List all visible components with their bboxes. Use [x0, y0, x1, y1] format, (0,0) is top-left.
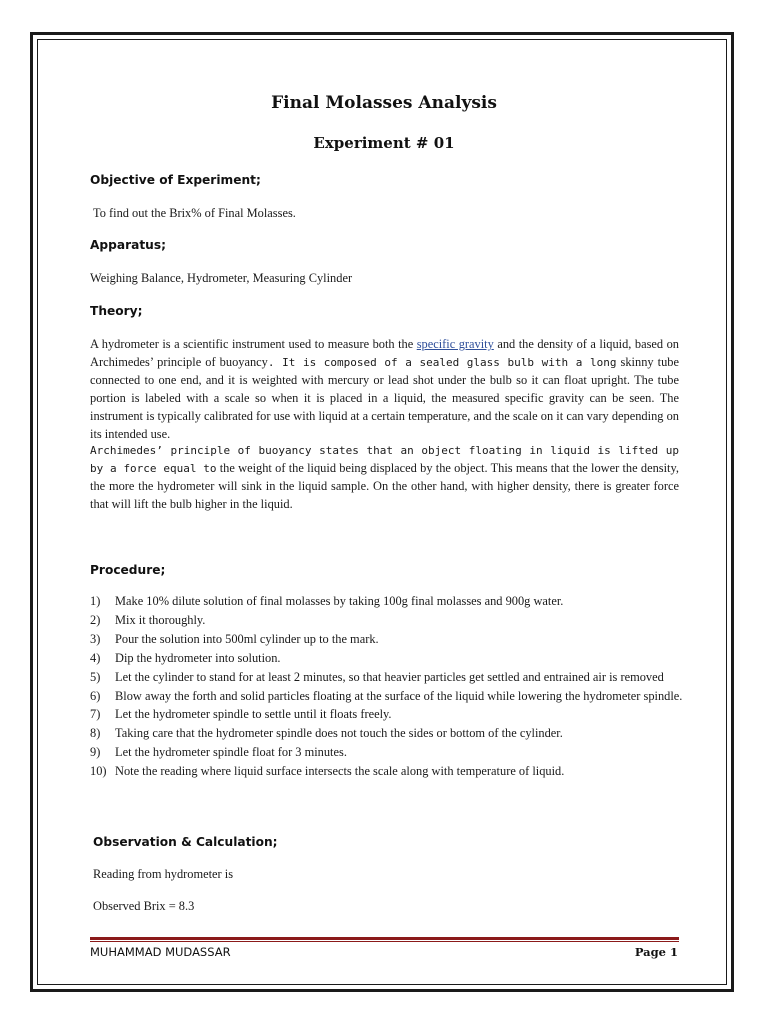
step-text: Dip the hydrometer into solution. — [115, 650, 281, 665]
footer-author: MUHAMMAD MUDASSAR — [90, 945, 231, 959]
step-text: Note the reading where liquid surface intersects the scale along with temperature of liquid. — [115, 764, 565, 779]
theory-p1-text-c: . It is composed of a sealed glass bulb with a long — [267, 355, 617, 369]
theory-heading: Theory; — [90, 304, 143, 318]
step-number: 5) — [90, 669, 101, 684]
objective-text: To find out the Brix% of Final Molasses. — [93, 206, 296, 220]
procedure-heading: Procedure; — [90, 563, 166, 577]
step-text: Mix it thoroughly. — [115, 612, 206, 627]
theory-paragraph-1 — [90, 336, 679, 443]
theory-p1-text-d: skinny tube connected to one end, and it is weighted with mercury or lead shot under the bulb so it can float upright. The tube portion is labeled with a scale so when it is placed in a liquid, the measured specific gravity can be seen. The instrument is typically calibrated for use with liquid at a certain temperature, and the scale on it can vary depending on its intended use. — [90, 354, 679, 441]
step-text: Make 10% dilute solution of final molasses by taking 100g final molasses and 900g water. — [115, 594, 564, 608]
step-text: Blow away the forth and solid particles floating at the surface of the liquid while lowering the hydrometer spindle. — [115, 688, 683, 703]
observed-brix: Observed Brix = 8.3 — [93, 899, 195, 913]
footer-rule-thick — [90, 937, 679, 940]
step-number: 3) — [90, 631, 101, 646]
step-number: 1) — [90, 594, 101, 608]
procedure-step — [90, 687, 690, 706]
step-number: 10) — [90, 764, 107, 779]
procedure-step — [90, 592, 690, 611]
theory-p2-text-b: the weight of the liquid being displaced by the object. This means that the lower the density, the more the hydrometer will sink in the liquid sample. On the other hand, with higher density, there is greater force that will lift the bulb higher in the liquid. — [90, 460, 679, 511]
apparatus-heading: Apparatus; — [90, 238, 166, 252]
step-text: Pour the solution into 500ml cylinder up to the mark. — [115, 631, 379, 646]
step-text: Let the hydrometer spindle to settle until it floats freely. — [115, 707, 392, 722]
procedure-step — [90, 762, 690, 781]
objective-heading: Objective of Experiment; — [90, 173, 261, 187]
procedure-step — [90, 743, 690, 762]
specific-gravity-link[interactable]: specific gravity — [416, 337, 494, 351]
step-text: Let the hydrometer spindle float for 3 minutes. — [115, 745, 347, 760]
observation-heading: Observation & Calculation; — [93, 835, 278, 849]
step-number: 4) — [90, 650, 101, 665]
step-number: 9) — [90, 745, 101, 760]
procedure-step — [90, 649, 690, 668]
theory-p1-text-b: and the density of a liquid, based on Archimedes’ principle of buoyancy — [90, 337, 679, 369]
procedure-step — [90, 724, 690, 743]
procedure-step — [90, 630, 690, 649]
theory-p1-text-a: A hydrometer is a scientific instrument used to measure both the — [90, 337, 417, 351]
procedure-step — [90, 611, 690, 630]
procedure-list — [90, 592, 690, 781]
procedure-step — [90, 668, 690, 687]
step-number: 2) — [90, 612, 101, 627]
step-text: Taking care that the hydrometer spindle does not touch the sides or bottom of the cylinder. — [115, 726, 563, 741]
footer-page-number: Page 1 — [634, 945, 678, 959]
step-number: 7) — [90, 707, 101, 722]
document-title: Final Molasses Analysis — [271, 93, 497, 113]
procedure-step — [90, 705, 690, 724]
theory-p2-text-a: Archimedes’ principle of buoyancy states that an object floating in liquid is lifted up by a force equal to — [90, 444, 679, 475]
step-text: Let the cylinder to stand for at least 2 minutes, so that heavier particles get settled and entrained air is removed — [115, 669, 664, 684]
theory-paragraph-2 — [90, 442, 679, 514]
footer-rule-thin — [90, 941, 679, 942]
step-number: 8) — [90, 726, 101, 741]
apparatus-text: Weighing Balance, Hydrometer, Measuring Cylinder — [90, 271, 353, 285]
experiment-number: Experiment # 01 — [313, 134, 455, 152]
step-number: 6) — [90, 688, 101, 703]
observation-reading-label: Reading from hydrometer is — [93, 867, 234, 881]
